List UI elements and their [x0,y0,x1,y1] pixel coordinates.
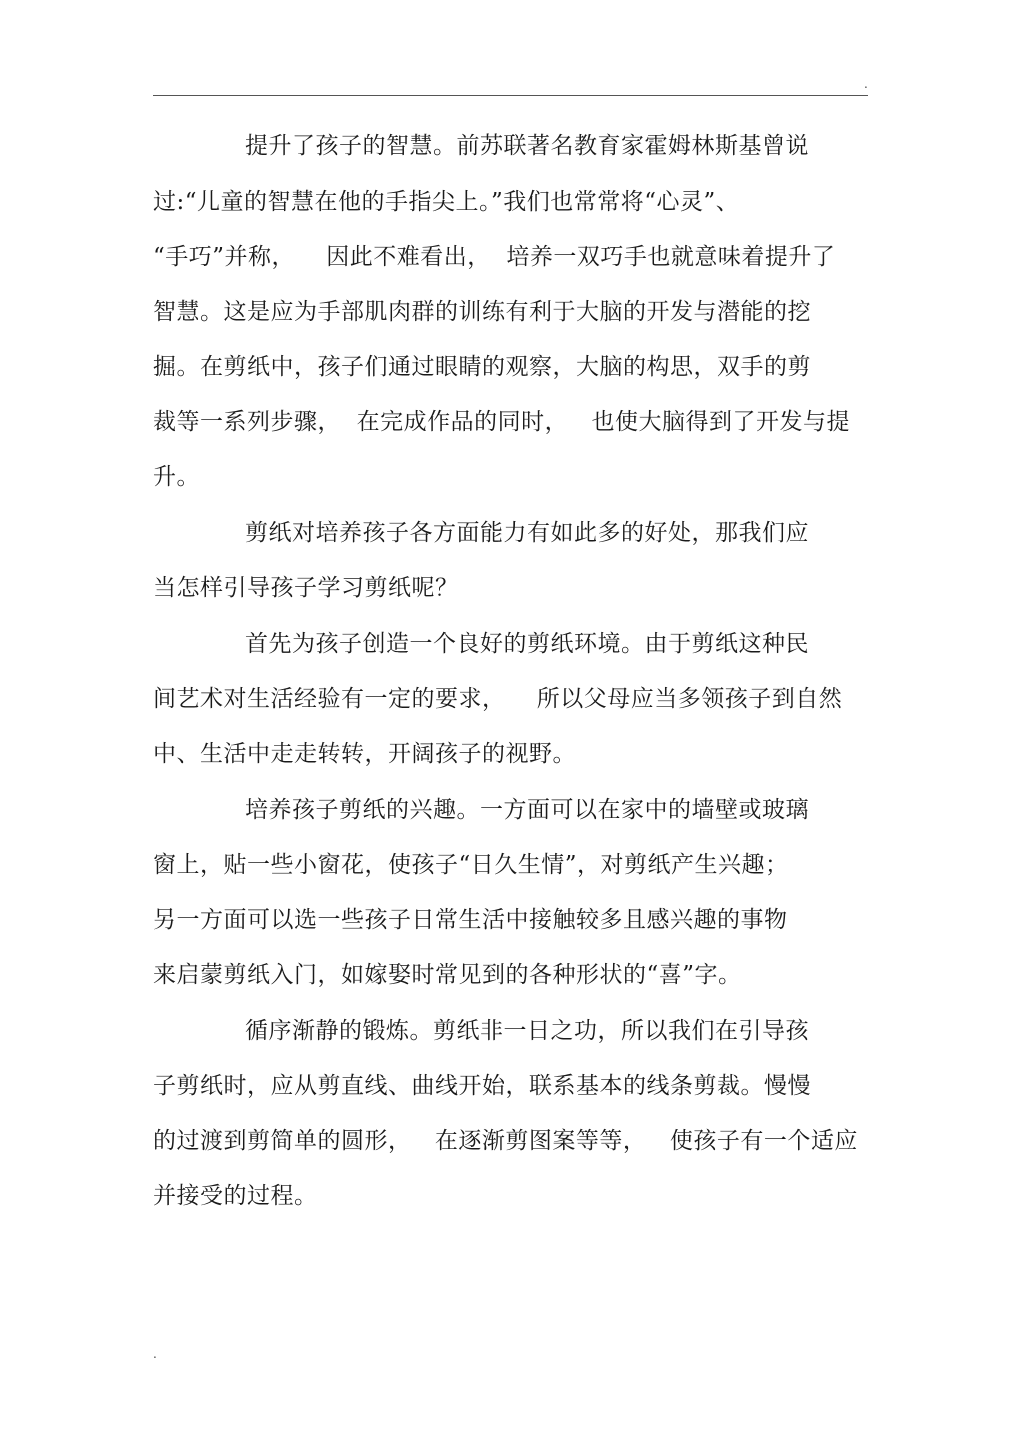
paragraph-line: 掘。在剪纸中，孩子们通过眼睛的观察，大脑的构思，双手的剪 [153,354,811,380]
header-rule [153,95,868,96]
paragraph-line: 另一方面可以选一些孩子日常生活中接触较多且感兴趣的事物 [153,907,788,933]
paragraph-line: 升。 [153,464,200,490]
document-body [153,133,858,1209]
paragraph-line: 子剪纸时，应从剪直线、曲线开始，联系基本的线条剪裁。慢慢 [153,1073,811,1099]
paragraph-3 [153,633,853,766]
paragraph-line: 提升了孩子的智慧。前苏联著名教育家霍姆林斯基曾说 [245,133,809,159]
paragraph-line: 窗上，贴一些小窗花，使孩子“日久生情”，对剪纸产生兴趣； [153,852,789,878]
footer-corner-mark: . [153,1347,157,1361]
paragraph-line: “手巧”并称， 因此不难看出， 培养一双巧手也就意味着提升了 [153,244,836,270]
paragraph-2 [153,522,853,600]
paragraph-line: 培养孩子剪纸的兴趣。一方面可以在家中的墙壁或玻璃 [245,797,809,823]
paragraph-line: 裁等一系列步骤， 在完成作品的同时， 也使大脑得到了开发与提 [153,409,851,435]
paragraph-line: 并接受的过程。 [153,1183,318,1209]
paragraph-line: 的过渡到剪简单的圆形， 在逐渐剪图案等等， 使孩子有一个适应 [153,1128,858,1154]
paragraph-line: 剪纸对培养孩子各方面能力有如此多的好处，那我们应 [245,520,809,546]
paragraph-line: 首先为孩子创造一个良好的剪纸环境。由于剪纸这种民 [245,631,809,657]
paragraph-1 [153,135,853,489]
paragraph-line: 过:“儿童的智慧在他的手指尖上。”我们也常常将“心灵”、 [153,189,740,215]
paragraph-line: 循序渐静的锻炼。剪纸非一日之功，所以我们在引导孩 [245,1018,809,1044]
paragraph-line: 当怎样引导孩子学习剪纸呢？ [153,575,459,601]
paragraph-4 [153,799,853,987]
paragraph-line: 智慧。这是应为手部肌肉群的训练有利于大脑的开发与潜能的挖 [153,299,811,325]
header-corner-mark: . [864,77,868,91]
paragraph-line: 来启蒙剪纸入门，如嫁娶时常见到的各种形状的“喜”字。 [153,962,742,988]
paragraph-line: 中、生活中走走转转，开阔孩子的视野。 [153,741,576,767]
paragraph-5 [153,1018,858,1209]
paragraph-line: 间艺术对生活经验有一定的要求， 所以父母应当多领孩子到自然 [153,686,843,712]
